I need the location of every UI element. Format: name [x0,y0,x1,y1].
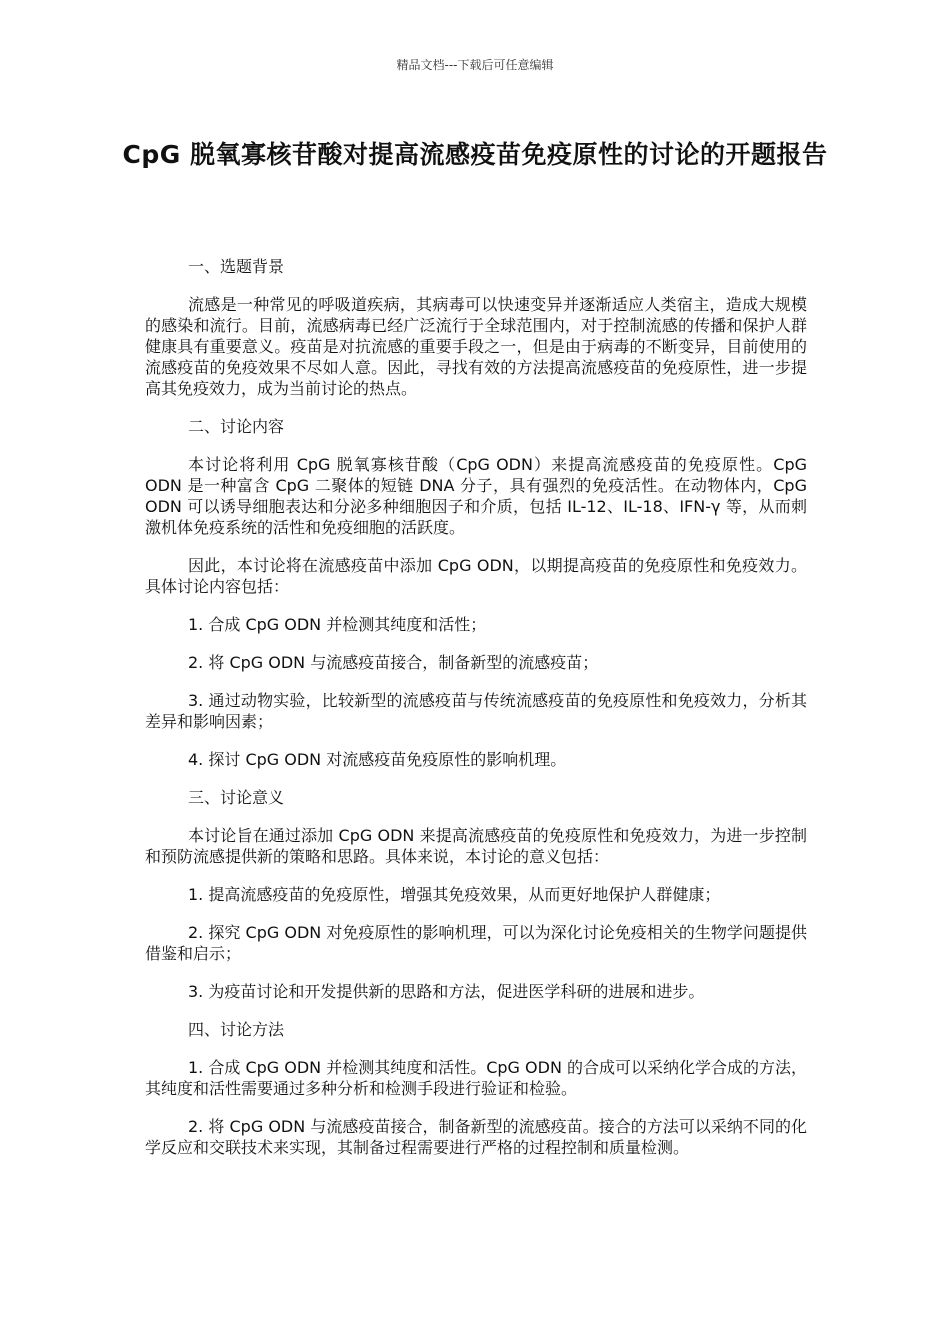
paragraph-content-intro: 本讨论将利用 CpG 脱氧寡核苷酸（CpG ODN）来提高流感疫苗的免疫原性。CpG ODN 是一种富含 CpG 二聚体的短链 DNA 分子，具有强烈的免疫活性。在动物体内，CpG ODN 可以诱导细胞表达和分泌多种细胞因子和介质，包括 IL-12、IL-18、IFN-γ 等，从而刺激机体免疫系统的活性和免疫细胞的活跃度。 [145,455,807,537]
paragraph-content-plan: 因此，本讨论将在流感疫苗中添加 CpG ODN，以期提高疫苗的免疫原性和免疫效力。具体讨论内容包括： [145,556,807,596]
document-title: CpG 脱氧寡核苷酸对提高流感疫苗免疫原性的讨论的开题报告 [122,140,828,169]
list-item-content-4: 4. 探讨 CpG ODN 对流感疫苗免疫原性的影响机理。 [188,750,567,769]
section-heading-content: 二、讨论内容 [188,417,285,436]
paragraph-significance: 本讨论旨在通过添加 CpG ODN 来提高流感疫苗的免疫原性和免疫效力，为进一步控制和预防流感提供新的策略和思路。具体来说，本讨论的意义包括： [145,826,807,866]
list-item-methods-1: 1. 合成 CpG ODN 并检测其纯度和活性。CpG ODN 的合成可以采纳化学合成的方法，其纯度和活性需要通过多种分析和检测手段进行验证和检验。 [145,1058,808,1098]
list-item-methods-2: 2. 将 CpG ODN 与流感疫苗接合，制备新型的流感疫苗。接合的方法可以采纳不同的化学反应和交联技术来实现，其制备过程需要进行严格的过程控制和质量检测。 [145,1117,807,1157]
list-item-content-1: 1. 合成 CpG ODN 并检测其纯度和活性； [188,615,487,634]
list-item-content-3: 3. 通过动物实验，比较新型的流感疫苗与传统流感疫苗的免疫原性和免疫效力，分析其差异和影响因素； [145,691,807,731]
section-heading-methods: 四、讨论方法 [188,1020,285,1039]
list-item-significance-2: 2. 探究 CpG ODN 对免疫原性的影响机理，可以为深化讨论免疫相关的生物学问题提供借鉴和启示； [145,923,807,963]
section-heading-significance: 三、讨论意义 [188,788,285,807]
page-header: 精品文档---下载后可任意编辑 [396,58,554,72]
document-body [145,256,807,1175]
paragraph-background: 流感是一种常见的呼吸道疾病，其病毒可以快速变异并逐渐适应人类宿主，造成大规模的感染和流行。目前，流感病毒已经广泛流行于全球范围内，对于控制流感的传播和保护人群健康具有重要意义。疫苗是对抗流感的重要手段之一，但是由于病毒的不断变异，目前使用的流感疫苗的免疫效果不尽如人意。因此，寻找有效的方法提高流感疫苗的免疫原性，进一步提高其免疫效力，成为当前讨论的热点。 [145,295,807,398]
list-item-content-2: 2. 将 CpG ODN 与流感疫苗接合，制备新型的流感疫苗； [188,653,599,672]
list-item-significance-3: 3. 为疫苗讨论和开发提供新的思路和方法，促进医学科研的进展和进步。 [188,982,705,1001]
list-item-significance-1: 1. 提高流感疫苗的免疫原性，增强其免疫效果，从而更好地保护人群健康； [188,885,721,904]
section-heading-background: 一、选题背景 [188,257,285,276]
